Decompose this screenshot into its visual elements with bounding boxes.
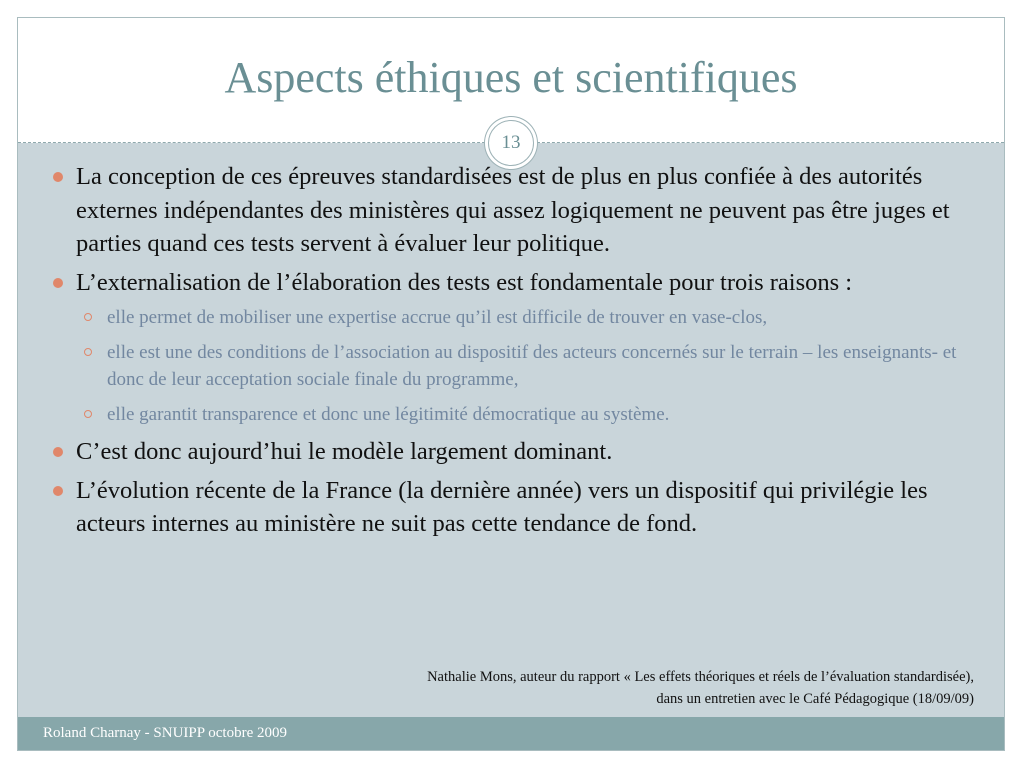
ring-bullet-icon bbox=[84, 410, 92, 418]
sub-bullet-text: elle garantit transparence et donc une légitimité démocratique au système. bbox=[107, 403, 670, 425]
bullet-text: L’évolution récente de la France (la dernière année) vers un dispositif qui privilégie les acteurs internes au ministère ne suit pas cette tendance de fond. bbox=[76, 476, 928, 537]
citation-line: Nathalie Mons, auteur du rapport « Les effets théoriques et réels de l’évaluation standardisée), bbox=[427, 669, 974, 685]
bullet-item bbox=[50, 474, 985, 541]
bullet-item bbox=[50, 435, 985, 469]
citation-line: dans un entretien avec le Café Pédagogique (18/09/09) bbox=[656, 691, 974, 707]
footer-text: Roland Charnay - SNUIPP octobre 2009 bbox=[43, 725, 287, 741]
sub-bullet-item bbox=[50, 339, 985, 394]
slide-title: Aspects éthiques et scientifiques bbox=[224, 53, 798, 102]
bullet-text: La conception de ces épreuves standardisées est de plus en plus confiée à des autorités externes indépendantes des ministères qui assez logiquement ne peuvent pas être juges et parties quand ces tests servent à évaluer leur politique. bbox=[76, 163, 950, 257]
page-number-badge: 13 bbox=[488, 120, 534, 166]
slide-content bbox=[50, 160, 985, 546]
slide-frame bbox=[17, 17, 1005, 751]
bullet-dot-icon bbox=[53, 447, 63, 457]
ring-bullet-icon bbox=[84, 348, 92, 356]
bullet-item bbox=[50, 266, 985, 300]
sub-bullet-item bbox=[50, 401, 985, 429]
bullet-dot-icon bbox=[53, 172, 63, 182]
sub-bullet-text: elle permet de mobiliser une expertise accrue qu’il est difficile de trouver en vase-clos, bbox=[107, 307, 768, 328]
bullet-text: C’est donc aujourd’hui le modèle largement dominant. bbox=[76, 438, 613, 465]
bullet-dot-icon bbox=[53, 486, 63, 496]
footer-bar bbox=[18, 717, 1004, 751]
citation bbox=[427, 666, 974, 710]
bullet-item bbox=[50, 160, 985, 261]
ring-bullet-icon bbox=[84, 313, 92, 321]
bullet-dot-icon bbox=[53, 278, 63, 288]
sub-bullet-text: elle est une des conditions de l’association au dispositif des acteurs concernés sur le terrain – les enseignants- et donc de leur acceptation sociale finale du programme, bbox=[107, 341, 957, 390]
bullet-text: L’externalisation de l’élaboration des tests est fondamentale pour trois raisons : bbox=[76, 268, 853, 296]
sub-bullet-list bbox=[50, 304, 985, 428]
sub-bullet-item bbox=[50, 304, 985, 332]
